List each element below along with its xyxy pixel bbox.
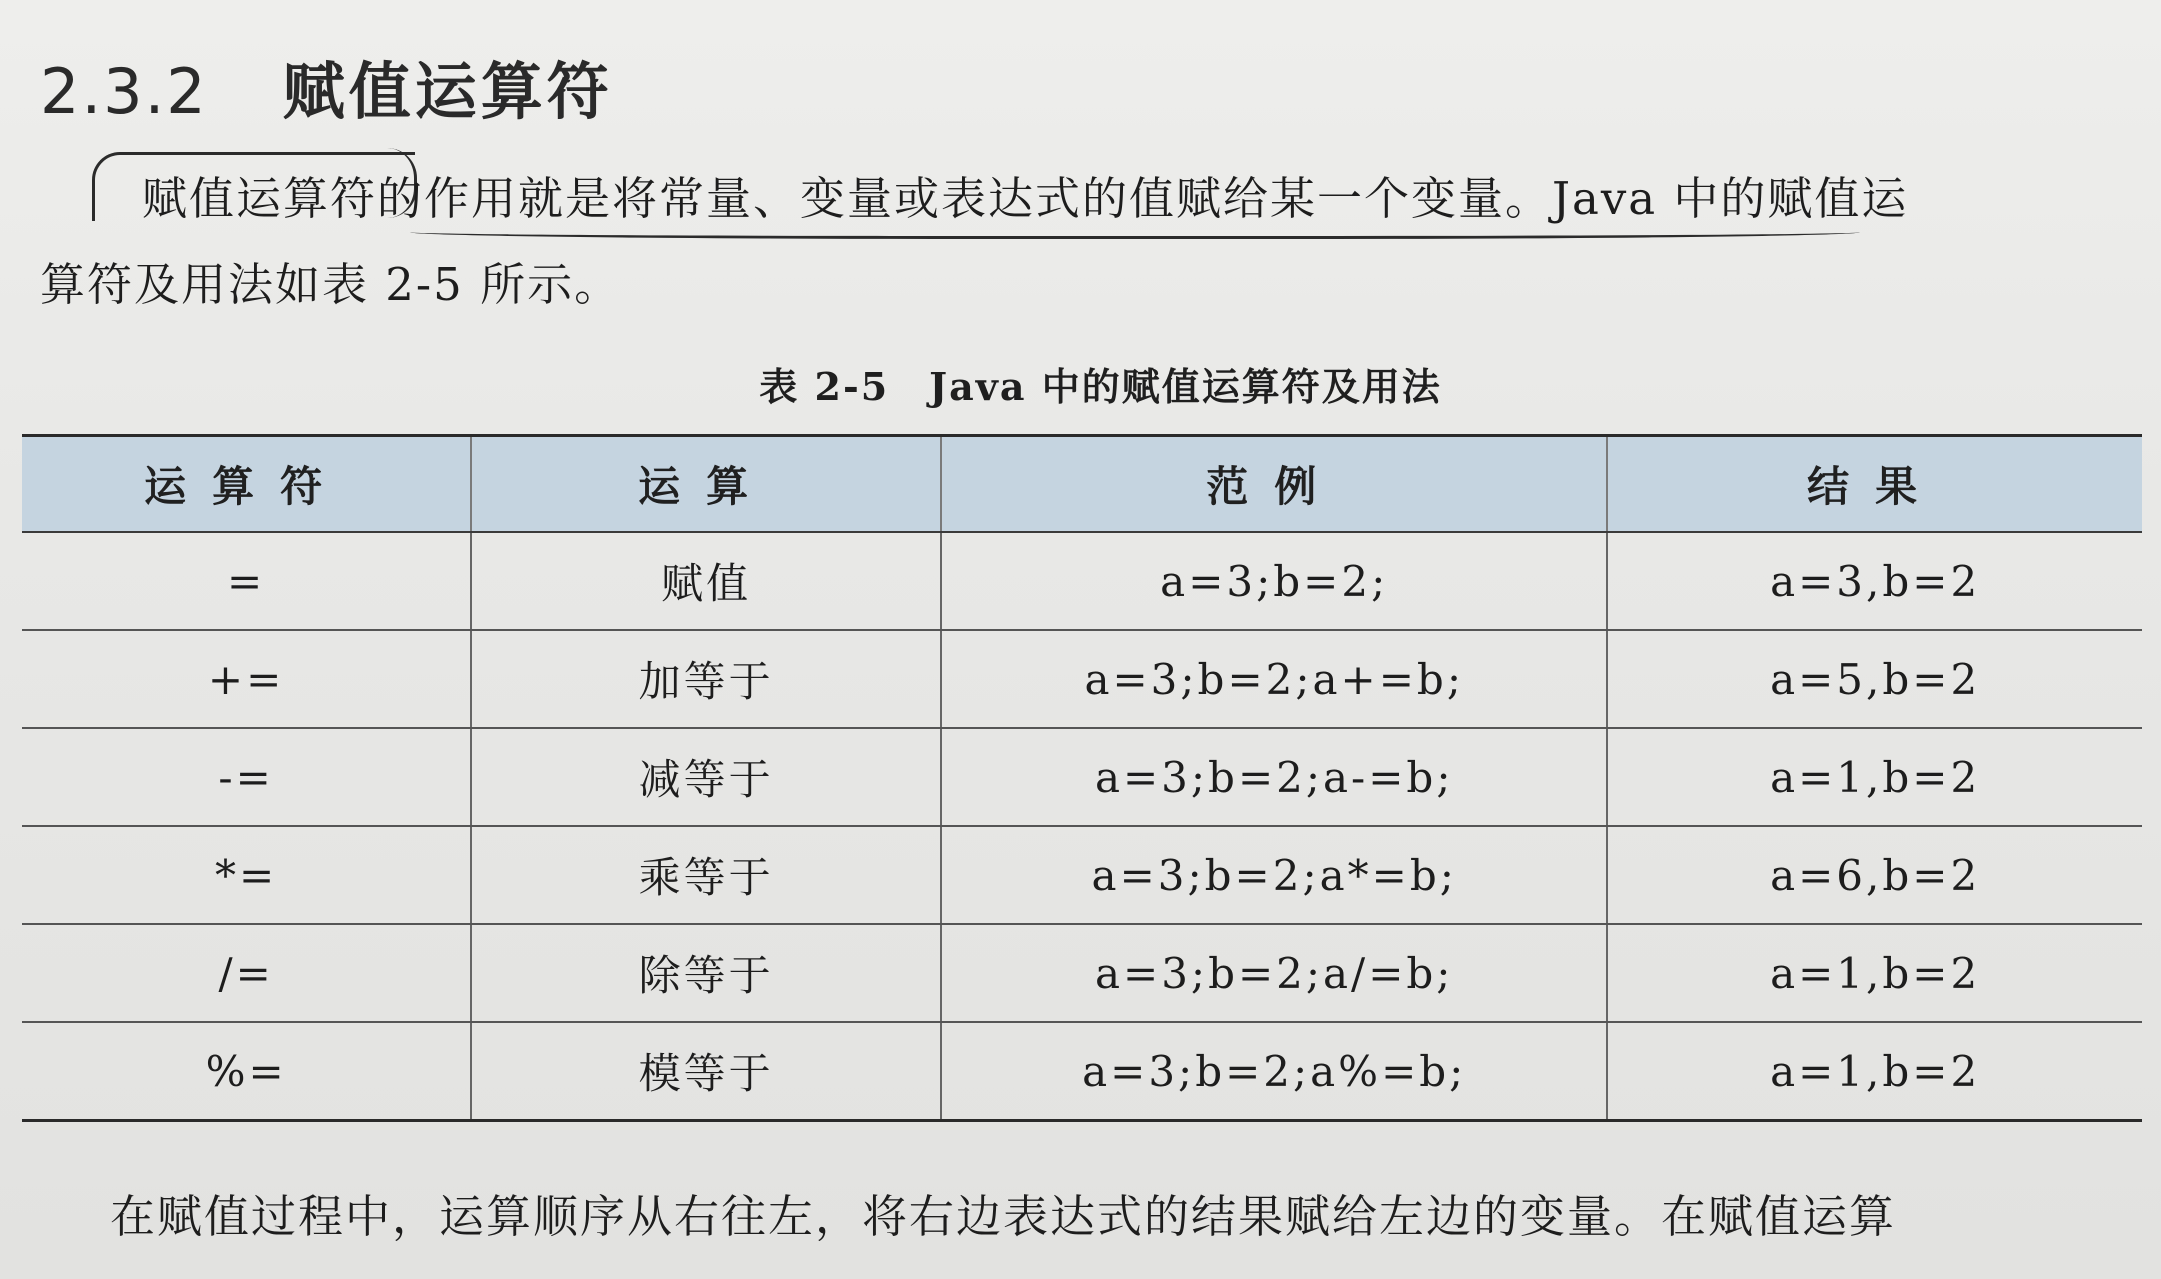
cell-example: a=3;b=2;a*=b; [941, 826, 1607, 924]
section-number: 2.3.2 [40, 55, 208, 128]
cell-operator: -= [22, 728, 471, 826]
table-row [22, 728, 2142, 826]
assignment-operators-table [22, 434, 2142, 1122]
cell-example: a=3;b=2;a/=b; [941, 924, 1607, 1022]
cell-result: a=6,b=2 [1607, 826, 2142, 924]
cell-example: a=3;b=2;a%=b; [941, 1022, 1607, 1121]
header-example: 范例 [941, 436, 1607, 533]
cell-example: a=3;b=2;a-=b; [941, 728, 1607, 826]
cell-operation: 除等于 [471, 924, 941, 1022]
cell-operation: 减等于 [471, 728, 941, 826]
header-operation: 运算 [471, 436, 941, 533]
cell-operation: 乘等于 [471, 826, 941, 924]
cell-result: a=1,b=2 [1607, 924, 2142, 1022]
section-title: 赋值运算符 [282, 55, 613, 128]
paragraph-line: 赋值运算符的作用就是将常量、变量或表达式的值赋给某一个变量。Java 中的赋值运 [142, 172, 1909, 225]
cell-result: a=1,b=2 [1607, 1022, 2142, 1121]
cell-result: a=5,b=2 [1607, 630, 2142, 728]
header-operator: 运算符 [22, 436, 471, 533]
table-row [22, 1022, 2142, 1121]
cell-operator: = [22, 532, 471, 630]
cell-result: a=3,b=2 [1607, 532, 2142, 630]
cell-operation: 赋值 [471, 532, 941, 630]
cell-operator: %= [22, 1022, 471, 1121]
table-caption: 表 2-5 Java 中的赋值运算符及用法 [759, 364, 1442, 409]
cell-result: a=1,b=2 [1607, 728, 2142, 826]
table-row [22, 630, 2142, 728]
header-result: 结果 [1607, 436, 2142, 533]
paragraph-line: 算符及用法如表 2-5 所示。 [40, 258, 622, 311]
cell-operator: /= [22, 924, 471, 1022]
cell-example: a=3;b=2; [941, 532, 1607, 630]
cell-operator: *= [22, 826, 471, 924]
cell-operation: 模等于 [471, 1022, 941, 1121]
cell-operator: += [22, 630, 471, 728]
cell-operation: 加等于 [471, 630, 941, 728]
paragraph-line: 在赋值过程中，运算顺序从右往左，将右边表达式的结果赋给左边的变量。在赋值运算 [110, 1190, 1897, 1243]
table-header-row [22, 436, 2142, 533]
table-row [22, 826, 2142, 924]
table-row [22, 532, 2142, 630]
table-row [22, 924, 2142, 1022]
cell-example: a=3;b=2;a+=b; [941, 630, 1607, 728]
section-heading [40, 42, 613, 131]
